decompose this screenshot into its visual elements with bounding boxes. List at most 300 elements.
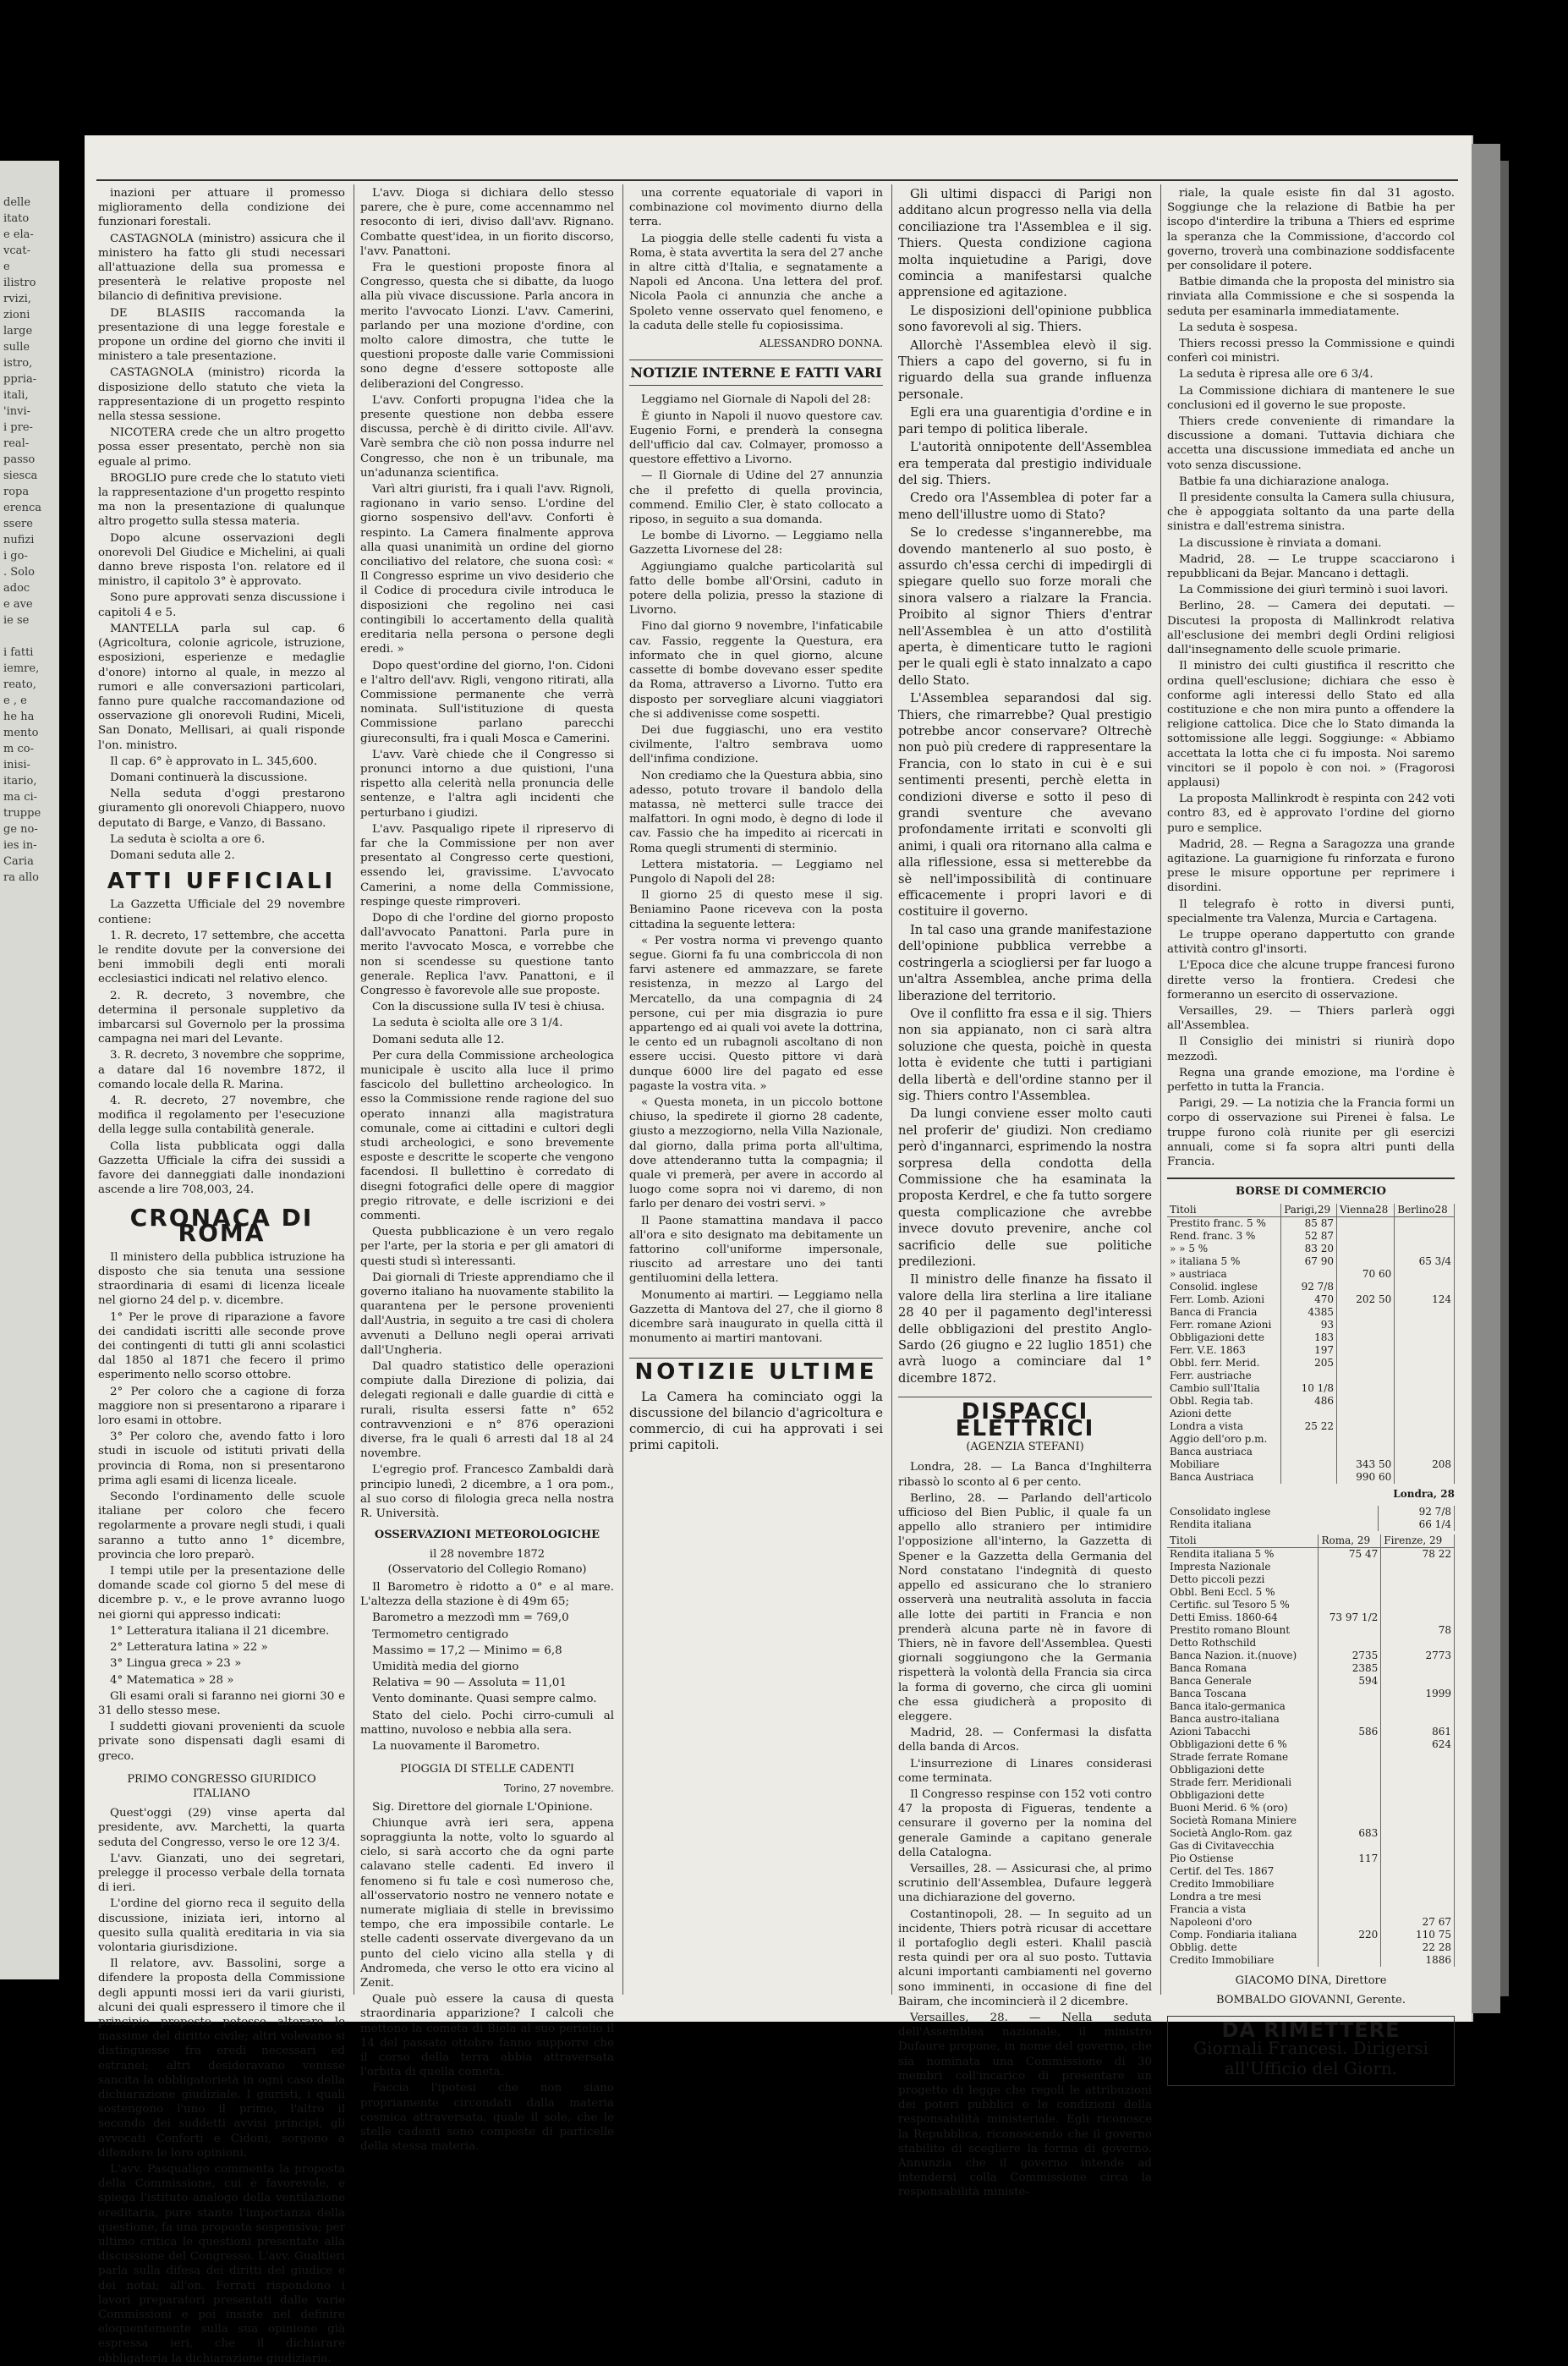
table-cell: 470 [1281,1293,1337,1306]
paragraph: CASTAGNOLA (ministro) ricorda la disposizione dello statuto che vieta la rappresentazione di un progetto respinto nella stessa sessione. [98,366,345,424]
table-row [1167,1688,1455,1700]
table-row [1167,1916,1455,1929]
dispacci-text [898,1460,1152,2199]
paragraph: Il Barometro è ridotto a 0° e al mare. L'altezza della stazione è di 49m 65; [360,1580,614,1609]
table-cell: Londra a vista [1167,1420,1281,1433]
table-cell [1395,1471,1455,1484]
paragraph: Il ministro dei culti giustifica il rescritto che ordina quell'esclusione; dichiara che esso è conforme agli interessi dello Stato ed alla costituzione e che non mira punto a offendere la religione cattolica. Dice che lo Stato dimanda la sottomissione alle leggi. Soggiunge: « Abbiamo accettata la lotta che ci fu imposta. Noi saremo vincitori se il popolo è con noi. » (Fragorosi applausi) [1167,660,1455,789]
londra-table [1167,1506,1455,1531]
table-cell: Obbligazioni dette [1167,1331,1281,1344]
table-cell [1381,1814,1455,1827]
table-cell: 197 [1281,1344,1337,1357]
margin-fragment: inisi- [3,759,30,771]
table-cell: 1999 [1381,1688,1455,1700]
table-row [1167,1217,1455,1231]
paragraph: La Commissione dichiara di mantenere le sue conclusioni ed il governo le sue proposte. [1167,384,1455,412]
table-cell [1319,1840,1381,1853]
paragraph: L'avv. Conforti propugna l'idea che la presente questione non debba essere discussa, perchè è di diritto civile. All'avv. Varè sembra che ciò non possa indurre nel Congresso, che non è un tribunale, ma un'adunanza scientifica. [360,393,614,480]
table-cell: 110 75 [1381,1929,1455,1941]
table-row [1167,1382,1455,1395]
table-row [1167,1518,1455,1531]
paragraph: La seduta è ripresa alle ore 6 3/4. [1179,368,1373,382]
table-row [1167,1420,1455,1433]
table-cell [1381,1561,1455,1573]
table-cell: Società Anglo-Rom. gaz [1167,1827,1319,1840]
margin-fragment: . Solo [3,566,35,579]
paragraph: Regna una grande emozione, ma l'ordine è perfetto in tutta la Francia. [1167,1066,1455,1094]
paragraph: Gli esami orali si faranno nei giorni 30 e 31 dello stesso mese. [98,1689,345,1717]
paragraph: Per cura della Commissione archeologica municipale è uscito alla luce il primo fascicolo del bullettino archeologico. In esso la Commissione rende ragione del suo operato innanzi alla magistratura comunale, come ai cittadini e cultori degli studi archeologici, e sono brevemente esposte e descritte le scoperte che vengono facendosi. Il bullettino è corredato di disegni fotografici delle opere di maggior pregio ritrovate, e delle iscrizioni e dei commenti. [360,1049,614,1223]
table-cell [1381,1599,1455,1611]
paragraph: Con la discussione sulla IV tesi è chiusa. [372,1001,606,1014]
paragraph: La discussione è rinviata a domani. [1179,536,1382,550]
column-2 [360,186,614,2154]
table-cell [1319,1814,1381,1827]
table-row [1167,1506,1455,1518]
paragraph: Thiers crede conveniente di rimandare la discussione a domani. Tuttavia dichiara che accetta una discussione immediata ed anche un voto senza discussione. [1167,415,1455,472]
table-row [1167,1599,1455,1611]
table-cell [1381,1903,1455,1916]
table-cell: Ferr. V.E. 1863 [1167,1344,1281,1357]
table-row [1167,1903,1455,1916]
paragraph: CASTAGNOLA (ministro) assicura che il ministero ha fatto gli studi necessari all'attuazione della sua promessa e presenterà le relative proposte nel bilancio di definitiva previsione. [98,232,345,304]
table-header-cell: Titoli [1167,1204,1281,1217]
table-cell [1381,1573,1455,1586]
table-cell: Obbligazioni dette [1167,1789,1319,1802]
dispacci-continued [1167,186,1455,1169]
table-cell: Banca italo-germanica [1167,1700,1319,1713]
paragraph: 4° Matematica » 28 » [110,1673,234,1687]
margin-fragment: itario, [3,775,37,788]
column-5 [1167,186,1455,2079]
table-cell [1395,1268,1455,1281]
table-cell [1336,1331,1394,1344]
table-cell: Obbligazioni dette [1167,1764,1319,1776]
table-cell [1395,1281,1455,1293]
table-header-cell: Firenze, 29 [1381,1534,1455,1548]
table-row [1167,1929,1455,1941]
margin-fragment: iemre, [3,662,40,675]
margin-fragment: i go- [3,550,28,563]
paragraph: Chiunque avrà ieri sera, appena sopraggiunta la notte, volto lo sguardo al cielo, si sarà accorto che da ogni parte calavano stelle cadenti. Ed invero il fenomeno si fu tale e così numeroso che, all'osservatorio nostro ne vennero notate e numerate migliaia di stelle in brevissimo tempo, che era impossibile contarle. Le stelle cadenti osservate divergevano da un punto del cielo vicino alla stella γ di Andromeda, che verso le otto era vicino al Zenit. [360,1816,614,1990]
table-cell: » austriaca [1167,1268,1281,1281]
paragraph: Aggiungiamo qualche particolarità sul fatto delle bombe all'Orsini, caduto in potere della polizia, presso la stazione di Livorno. [629,560,883,618]
margin-fragment: nufizi [3,534,35,546]
table-cell: Londra a tre mesi [1167,1891,1319,1903]
paragraph: una corrente equatoriale di vapori in combinazione col movimento diurno della terra. [629,187,883,229]
paragraph: Colla lista pubblicata oggi dalla Gazzetta Ufficiale la cifra dei sussidi a favore dei danneggiati dalle inondazioni ascende a lire 708,003, 24. [98,1139,345,1197]
margin-fragment: ra allo [3,871,39,884]
page-edge-shadow [1500,161,1509,1996]
notizie-text [629,393,883,1346]
table-cell: Obbl. Regia tab. [1167,1395,1281,1408]
margin-fragment: sulle [3,341,30,354]
margin-fragment: rvizi, [3,293,31,305]
margin-fragment: 'invi- [3,405,30,418]
paragraph: Dopo di che l'ordine del giorno proposto dall'avvocato Panattoni. Parla pure in merito l'avvocato Mosca, e vorrebbe che non si scendesse su questione tanto generale. Replica l'avv. Panattoni, e il Congresso è favorevole alle sue proposte. [360,911,614,997]
paragraph: L'ordine del giorno reca il seguito della discussione, iniziata ieri, intorno al quesito sulla qualità ereditaria in via sia volontaria giurisdizione. [98,1897,345,1954]
londra-header: Londra, 28 [1393,1488,1455,1501]
table-cell [1336,1446,1394,1458]
table-cell: Cambio sull'Italia [1167,1382,1281,1395]
table-cell [1281,1433,1337,1446]
table-cell: Prestito franc. 5 % [1167,1217,1281,1231]
table-cell: 205 [1281,1357,1337,1370]
table-row [1167,1281,1455,1293]
table-cell [1319,1599,1381,1611]
table-cell: Consolidato inglese [1167,1506,1378,1518]
paragraph: Domani seduta alle 12. [372,1033,505,1046]
margin-fragment: siesca [3,469,38,482]
table-cell [1381,1662,1455,1675]
table-cell [1319,1789,1381,1802]
paragraph: 3° Per coloro che, avendo fatto i loro studi in iscuole od istituti privati della provincia di Roma, non si presentarono prima agli esami di licenza liceale. [98,1430,345,1487]
dispacci-elettrici-heading: DISPACCI ELETTRICI [898,1397,1152,1437]
table-cell: 75 47 [1319,1547,1381,1561]
paragraph: È giunto in Napoli il nuovo questore cav. Eugenio Forni, e prenderà la consegna dell'ufficio dal cav. Colmayer, promosso a questore effettivo a Livorno. [629,409,883,467]
column-1 [98,186,345,2365]
congresso-heading: PRIMO CONGRESSO GIURIDICO ITALIANO [127,1772,316,1800]
table-cell: Rendita italiana [1167,1518,1378,1531]
table-cell [1319,1637,1381,1650]
table-cell: Pio Ostiense [1167,1853,1319,1865]
table-row [1167,1840,1455,1853]
paragraph: 1° Letteratura italiana il 21 dicembre. [110,1624,330,1638]
table-cell [1319,1751,1381,1764]
paragraph: Relativa = 90 — Assoluta = 11,01 [372,1677,567,1690]
table-cell [1319,1865,1381,1878]
table-cell [1319,1764,1381,1776]
table-header-cell: Berlino28 [1395,1204,1455,1217]
author-signature: ALESSANDRO DONNA. [759,338,883,350]
paragraph: DE BLASIIS raccomanda la presentazione di una legge forestale e propone un ordine del giorno che inviti il ministero a tale presentazione. [98,306,345,364]
atti-ufficiali-heading: ATTI UFFICIALI [107,869,337,895]
meteo-text [360,1580,614,1754]
table-cell: Detto piccoli pezzi [1167,1573,1319,1586]
table-cell: Rendita italiana 5 % [1167,1547,1319,1561]
table-row [1167,1458,1455,1471]
table-cell: Obbligazioni dette 6 % [1167,1738,1319,1751]
table-cell [1336,1230,1394,1243]
margin-fragment: he ha [3,711,35,723]
table-cell [1381,1611,1455,1624]
table-row [1167,1230,1455,1243]
table-header-cell: Vienna28 [1336,1204,1394,1217]
table-cell: 73 97 1/2 [1319,1611,1381,1624]
paragraph: 2° Per coloro che a cagione di forza maggiore non si presentarono a riparare i loro esami in ottobre. [98,1385,345,1428]
table-cell [1336,1306,1394,1319]
paragraph: « Per vostra norma vi prevengo quanto segue. Giorni fa fu una combriccola di non farvi astenere ed ammazzare, se farete resistenza, in mezzo al Largo del Mercatello, da una compagnia di 24 persone, cui per mia disgrazia io pure appartengo ed ai quali voi avete la dottrina, le cento ed un rubagnoli ascoltano di non essere uccisi. Questo pittore vi darà dunque 6000 lire del pagato ed esse pagaste la vostra vita. » [629,934,883,1093]
paragraph: Quest'oggi (29) vinse aperta dal presidente, avv. Marchetti, la quarta seduta del Congresso, verso le ore 12 3/4. [98,1807,345,1849]
table-cell [1336,1408,1394,1420]
paragraph: Umidità media del giorno [372,1660,519,1673]
stelle-text [360,1800,614,2155]
table-cell: Strade ferrate Romane [1167,1751,1319,1764]
table-cell: 83 20 [1281,1243,1337,1255]
margin-fragment: Caria [3,855,34,868]
paragraph: 1° Per le prove di riparazione a favore dei candidati iscritti alle seconde prove dei contingenti di tutti gli anni scolastici dal 1850 al 1871 che fecero il primo esperimento nello scorso ottobre. [98,1310,345,1382]
table-cell: Banca Austriaca [1167,1471,1281,1484]
table-cell: Comp. Fondiaria italiana [1167,1929,1319,1941]
notice-text: Giornali Francesi. Dirigersi all'Ufficio del Giorn. [1193,2038,1428,2079]
paragraph: Le truppe operano dappertutto con grande attività contro gl'insorti. [1167,928,1455,957]
margin-fragment: itato [3,212,30,225]
paragraph: Madrid, 28. — Le truppe scacciarono i repubblicani da Bejar. Mancano i dettagli. [1167,552,1455,581]
paragraph: L'avv. Pasqualigo commenta la proposta della Commissione, cui è favorevole, e spiega l'istituto analogo della ventilazione ereditaria, pure stante l'importanza della questione, fa una proposta sospensiva; per ultimo critica le questioni presentate alla discussione del Congresso. L'avv. Gualtieri parla sulla difesa dei diritti del giudice e dei notai; all'on. Ferrati rispondono i lavori preparatori presentati dalle varie Commissioni e poi insiste nel definire eloquentemente sulla sua opinione già espressa ieri, che il dichiarare obbligatoria la dichiarazione giudiziaria. [98,2163,345,2365]
paragraph: Da lungi conviene esser molto cauti nel proferir de' giudizi. Non crediamo però d'ingannarci, esprimendo la nostra sorpresa della condotta della Commissione che ha esaminata la proposta Kerdrel, e che fa tutto sorgere questa complicazione che avrebbe invece dovuto prevenire, anche col sacrificio delle sue politiche predilezioni. [898,1106,1152,1269]
table-cell [1395,1217,1455,1231]
table-cell [1381,1776,1455,1789]
paragraph: Il ministro delle finanze ha fissato il valore della lira sterlina a lire italiane 28 40 per il pagamento degl'interessi delle obbligazioni del prestito Anglo-Sardo (26 giugno e 22 luglio 1851) che avrà luogo a cominciare dal 1° dicembre 1872. [898,1272,1152,1386]
paragraph: Berlino, 28. — Camera dei deputati. — Discutesi la proposta di Mallinkrodt relativa all'esclusione dei membri degli Ordini religiosi dall'insegnamento delle scuole primarie. [1167,600,1455,657]
paragraph: Massimo = 17,2 — Minimo = 6,8 [372,1644,562,1657]
table-cell [1319,1713,1381,1726]
notizie-ultime-heading: NOTIZIE ULTIME [629,1358,883,1380]
margin-fragment: e ela- [3,228,34,241]
table-cell [1395,1370,1455,1382]
table-cell [1319,1776,1381,1789]
table-cell: Napoleoni d'oro [1167,1916,1319,1929]
table-cell: 2735 [1319,1650,1381,1662]
table-row [1167,1662,1455,1675]
table-cell [1319,1903,1381,1916]
margin-fragment: e , e [3,694,27,707]
paragraph: Il cap. 6° è approvato in L. 345,600. [110,755,318,768]
column-3 [629,186,883,1996]
table-cell: 4385 [1281,1306,1337,1319]
table-cell: 67 90 [1281,1255,1337,1268]
margin-fragment: m co- [3,743,34,755]
table-cell [1381,1637,1455,1650]
column-rule [622,184,623,1995]
table-cell [1319,1688,1381,1700]
table-row [1167,1726,1455,1738]
margin-fragment: vcat- [3,244,30,257]
paragraph: Stato del cielo. Pochi cirro-cumuli al mattino, nuvoloso e nebbia alla sera. [360,1709,614,1737]
table-row [1167,1255,1455,1268]
table-cell [1319,1738,1381,1751]
table-header-cell: Parigi,29 [1281,1204,1337,1217]
table-row [1167,1827,1455,1840]
borse-table [1167,1204,1455,1484]
paragraph: Ove il conflitto fra essa e il sig. Thiers non sia appianato, non ci sarà altra soluzione che questa, poichè in questa lotta è evidente che tutti i partigiani della libertà e dell'ordine stanno per il sig. Thiers contro l'Assemblea. [898,1006,1152,1103]
paragraph: Dai giornali di Trieste apprendiamo che il governo italiano ha nuovamente stabilito la quarantena per le persone provenienti dall'Austria, in seguito a tre casi di cholera avvenuti a Delluno negli operai arrivati dall'Ungheria. [360,1271,614,1357]
table-cell: 27 67 [1381,1916,1455,1929]
table-cell: 78 22 [1381,1547,1455,1561]
paragraph: Dei due fuggiaschi, uno era vestito civilmente, l'altro sembrava uomo dell'infima condizione. [629,723,883,766]
table-cell: Certific. sul Tesoro 5 % [1167,1599,1319,1611]
table-cell: Detto Rothschild [1167,1637,1319,1650]
notizie-ultime-text [629,1389,883,1453]
paragraph: Non crediamo che la Questura abbia, sino adesso, potuto trovare il bandolo della matassa, nè metterci sulle tracce dei malfattori. In ogni modo, è degno di lode il cav. Fassio che ha impedito ai ricercati in Roma quegli strumenti di sterminio. [629,769,883,855]
margin-fragment: i pre- [3,421,33,434]
table-cell [1336,1357,1394,1370]
table-cell: 66 1/4 [1378,1518,1454,1531]
column-rule [891,184,892,1995]
table-cell [1381,1827,1455,1840]
table-cell: Aggio dell'oro p.m. [1167,1433,1281,1446]
paragraph: 1. R. decreto, 17 settembre, che accetta le rendite dovute per la conversione dei beni immobili degli enti morali ecclesiastici indicati nel relativo elenco. [98,929,345,986]
table-cell: Banca Nazion. it.(nuove) [1167,1650,1319,1662]
table-cell [1381,1865,1455,1878]
paragraph: Madrid, 28. — Confermasi la disfatta della banda di Arcos. [898,1726,1152,1754]
table-cell: 70 60 [1336,1268,1394,1281]
table-cell [1281,1268,1337,1281]
table-cell [1395,1319,1455,1331]
borse-heading: BORSE DI COMMERCIO [1167,1178,1455,1199]
paragraph: L'avv. Pasqualigo ripete il ripreservo di far che la Commissione per non aver presentato al Congresso certe questioni, essendo lei, gravissime. L'avvocato Camerini, a nome della Commissione, respinge queste rimproveri. [360,822,614,909]
table-cell: 92 7/8 [1378,1506,1454,1518]
table-row [1167,1573,1455,1586]
table-cell: 1886 [1381,1954,1455,1967]
paragraph: 3° Lingua greca » 23 » [110,1657,242,1671]
paragraph: Costantinopoli, 28. — In seguito ad un incidente, Thiers potrà ricusar di accettare il portafoglio degli esteri. Khalil pascià resta quindi per ora al suo posto. Tuttavia alcuni importanti cambiamenti nel governo sono imminenti, in occasione di fine del Bairam, che incomincierà il 2 dicembre. [898,1908,1152,2008]
paragraph: In tal caso una grande manifestazione dell'opinione pubblica verrebbe a costringerla a sciogliersi per far luogo a un'altra Assemblea, anche prima della liberazione del territorio. [898,922,1152,1003]
margin-fragment: ilistro [3,277,36,289]
table-cell: 124 [1395,1293,1455,1306]
paragraph: Questa pubblicazione è un vero regalo per l'arte, per la storia e per gli amatori di questi studi sì interessanti. [360,1226,614,1268]
paragraph: MANTELLA parla sul cap. 6 (Agricoltura, colonie agricole, istruzione, esposizioni, esperienze e medaglie d'onore) intorno al quale, in mezzo al rumori e alle conversazioni particolari, fanno pure qualche raccomandazione od osservazione gli onorevoli Rudini, Miceli, San Donato, Mellisari, ai quali risponde l'on. ministro. [98,622,345,752]
table-cell: Obbl. ferr. Merid. [1167,1357,1281,1370]
table-row [1167,1650,1455,1662]
table-cell: Obblig. dette [1167,1941,1319,1954]
paragraph: Il presidente consulta la Camera sulla chiusura, che è appoggiata soltanto da una parte della sinistra e dall'estrema sinistra. [1167,491,1455,534]
table-row [1167,1713,1455,1726]
table-row [1167,1344,1455,1357]
paragraph: Sono pure approvati senza discussione i capitoli 4 e 5. [98,591,345,619]
table-row [1167,1357,1455,1370]
table-cell [1395,1243,1455,1255]
margin-fragment: ssere [3,518,33,530]
table-cell: Credito Immobiliare [1167,1954,1319,1967]
table-row [1167,1637,1455,1650]
paragraph: inazioni per attuare il promesso miglioramento della condizione dei funzionari forestali. [98,187,345,229]
paragraph: La seduta è sospesa. [1179,321,1298,334]
table-cell: 683 [1319,1827,1381,1840]
margin-fragment: ma ci- [3,791,38,804]
table-row [1167,1547,1455,1561]
table-cell [1395,1306,1455,1319]
table-cell [1336,1319,1394,1331]
paragraph: La proposta Mallinkrodt è respinta con 242 voti contro 83, ed è approvato l'ordine del giorno puro e semplice. [1167,793,1455,835]
da-rimettere-notice [1167,2016,1455,2086]
table-cell [1319,1700,1381,1713]
margin-fragment: truppe [3,807,41,820]
table-cell [1381,1802,1455,1814]
table-cell: Certif. del Tes. 1867 [1167,1865,1319,1878]
paragraph: Thiers recossi presso la Commissione e quindi conferì coi ministri. [1167,338,1455,365]
paragraph: 2. R. decreto, 3 novembre, che determina il personale suppletivo da imbarcarsi sul Governolo per la prossima campagna nei mari del Levante. [98,989,345,1046]
paragraph: I suddetti giovani provenienti da scuole private sono dispensati dagli esami di greco. [98,1721,345,1763]
paragraph: 3. R. decreto, 3 novembre che sopprime, a datare dal 16 novembre 1872, il comando locale della R. Marina. [98,1049,345,1091]
stelle-heading: PIOGGIA DI STELLE CADENTI [399,1763,575,1776]
paragraph: Versailles, 29. — Thiers parlerà oggi all'Assemblea. [1167,1004,1455,1033]
congresso-continued [360,186,614,1521]
table-row [1167,1802,1455,1814]
table-row [1167,1319,1455,1331]
table-row [1167,1433,1455,1446]
table-cell [1381,1853,1455,1865]
table-cell [1336,1217,1394,1231]
table-cell: Ferr. austriache [1167,1370,1281,1382]
table-cell [1395,1357,1455,1370]
table-cell [1319,1891,1381,1903]
paragraph: Termometro centigrado [372,1628,509,1641]
table-row [1167,1764,1455,1776]
parliament-report [98,186,345,863]
table-cell [1319,1624,1381,1637]
table-cell: Banca austro-italiana [1167,1713,1319,1726]
table-cell: Ferr. romane Azioni [1167,1319,1281,1331]
table-cell [1319,1802,1381,1814]
table-row [1167,1243,1455,1255]
table-cell [1319,1941,1381,1954]
paragraph: Monumento ai martiri. — Leggiamo nella Gazzetta di Mantova del 27, che il giorno 8 dicembre sarà inaugurato in quella città il monumento ai martiri mantovani. [629,1288,883,1346]
table-cell [1381,1840,1455,1853]
manager-line: BOMBALDO GIOVANNI, Gerente. [1216,1993,1406,2006]
paragraph: Il ministero della pubblica istruzione ha disposto che sia tenuta una sessione straordinaria di esami di licenza liceale nel giorno 24 del p. v. dicembre. [98,1250,345,1308]
table-cell [1336,1344,1394,1357]
margin-fragment: reato, [3,678,36,691]
table-row [1167,1865,1455,1878]
table-row [1167,1941,1455,1954]
paragraph: Fino dal giorno 9 novembre, l'infaticabile cav. Fassio, reggente la Questura, era informato che in quel giorno, alcune cassette di bombe dovevano esser spedite da Roma, attraverso a Livorno. Tutto era disposto per sorvegliare alcuni viaggiatori che si addivenisse come sospetti. [629,620,883,721]
table-row [1167,1624,1455,1637]
table-cell: 92 7/8 [1281,1281,1337,1293]
table-cell [1381,1700,1455,1713]
paragraph: L'avv. Dioga si dichiara dello stesso parere, che è pure, come accennammo nel resoconto di ieri, diviso dall'avv. Rignano. Combatte quest'idea, in un fiorito discorso, l'avv. Panattoni. [360,187,614,258]
table-row [1167,1751,1455,1764]
table-cell [1395,1446,1455,1458]
paragraph: L'avv. Gianzati, uno dei segretari, prelegge il processo verbale della tornata di ieri. [98,1852,345,1895]
table-cell [1395,1344,1455,1357]
table-cell: 594 [1319,1675,1381,1688]
table-cell [1319,1954,1381,1967]
table-cell: 220 [1319,1929,1381,1941]
atti-ufficiali-text [98,898,345,1197]
table-cell [1336,1420,1394,1433]
table-cell [1336,1382,1394,1395]
table-cell [1281,1408,1337,1420]
paragraph: Il Congresso respinse con 152 voti contro 47 la proposta di Figueras, tendente a censurare il governo per la nomina del generale Gaminde a capitano generale della Catalogna. [898,1787,1152,1859]
table-cell: 93 [1281,1319,1337,1331]
margin-fragment: adoc [3,582,30,595]
meteo-heading: OSSERVAZIONI METEOROLOGICHE [374,1529,600,1542]
paragraph: Dal quadro statistico delle operazioni compiute dalla Direzione di polizia, dai delegati regionali e dalle guardie di città e rurali, risulta essersi fatte n° 652 contravvenzioni e n° 876 operazioni diverse, fra le quali 6 arresti dal 18 al 24 novembre. [360,1360,614,1461]
table-row [1167,1954,1455,1967]
paragraph: BROGLIO pure crede che lo statuto vieti la rappresentazione d'un progetto respinto ma non la presentazione di qualunque altro progetto sulla stessa materia. [98,471,345,529]
paragraph: Domani continuerà la discussione. [110,771,308,784]
paragraph: Barometro a mezzodì mm = 769,0 [372,1611,569,1625]
table-cell [1381,1878,1455,1891]
table-cell: 25 22 [1281,1420,1337,1433]
paragraph: Londra, 28. — La Banca d'Inghilterra ribassò lo sconto al 6 per cento. [898,1461,1152,1489]
table-cell [1336,1255,1394,1268]
table-cell: 65 3/4 [1395,1255,1455,1268]
table-cell [1381,1764,1455,1776]
table-cell: 2385 [1319,1662,1381,1675]
table-cell: Banca austriaca [1167,1446,1281,1458]
table-header-cell: Roma, 29 [1319,1534,1381,1548]
paragraph: NICOTERA crede che un altro progetto possa esser presentato, perchè non sia eguale al primo. [98,426,345,469]
table-row [1167,1306,1455,1319]
paragraph: L'Epoca dice che alcune truppe francesi furono dirette verso la frontiera. Credesi che formeranno un esercito di osservazione. [1167,959,1455,1002]
table-cell: Azioni dette [1167,1408,1281,1420]
table-row [1167,1789,1455,1802]
paragraph: L'insurrezione di Linares considerasi come terminata. [898,1757,1152,1785]
margin-fragment: ge no- [3,823,38,836]
paragraph: La seduta è sciolta alle ore 3 1/4. [372,1017,563,1030]
